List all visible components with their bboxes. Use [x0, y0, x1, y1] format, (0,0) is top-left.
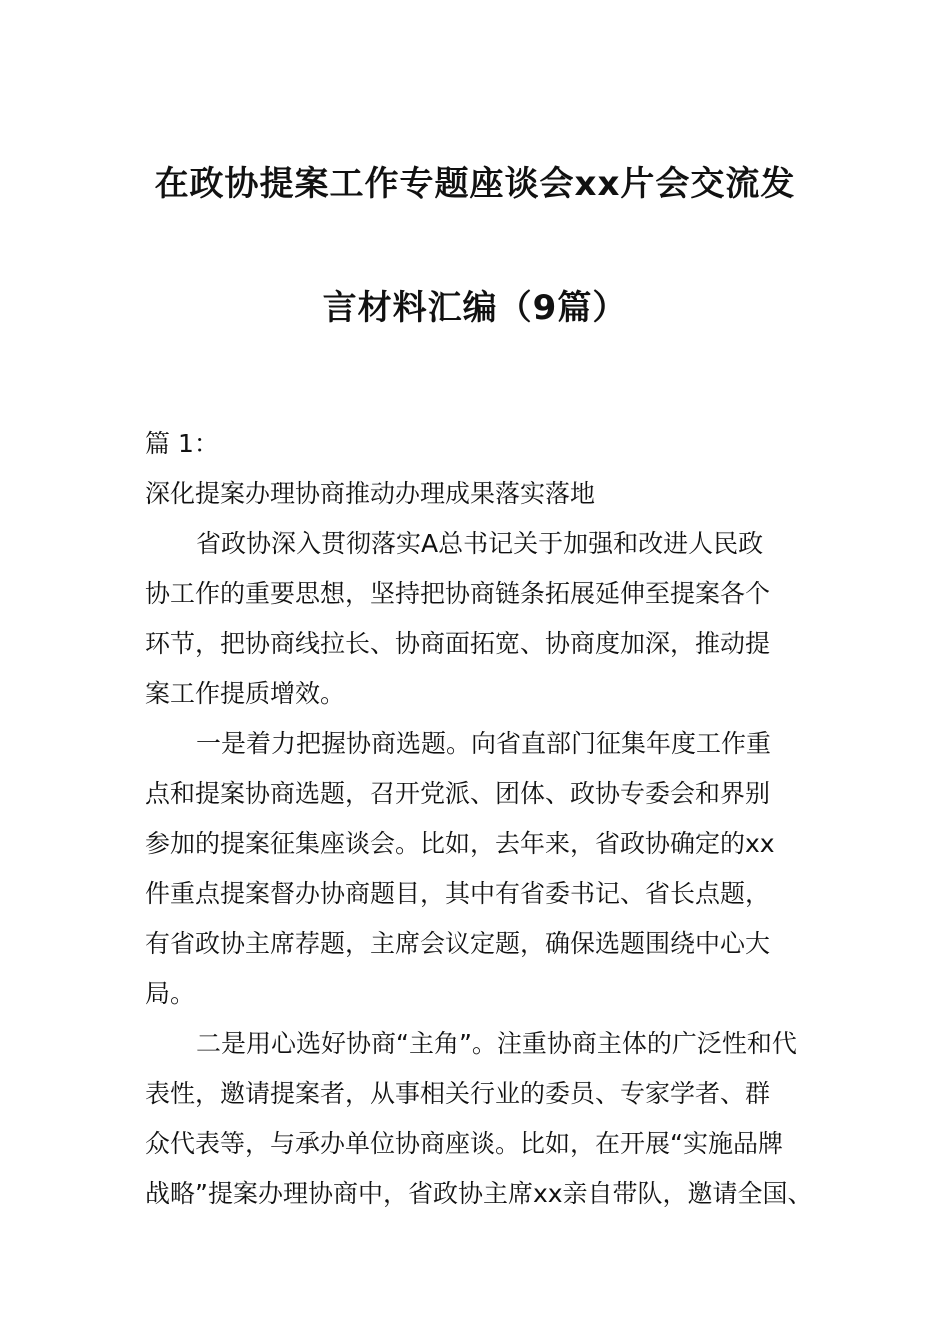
paragraph-line: 参加的提案征集座谈会。比如，去年来，省政协确定的xx [145, 829, 775, 858]
paragraph-line: 二是用心选好协商“主角”。注重协商主体的广泛性和代 [196, 1029, 797, 1058]
paragraph-line: 环节，把协商线拉长、协商面拓宽、协商度加深，推动提 [145, 629, 771, 658]
document-title-line-2: 言材料汇编（9篇） [322, 288, 628, 328]
paragraph-line: 表性，邀请提案者，从事相关行业的委员、专家学者、群 [145, 1079, 771, 1108]
paragraph-line: 局。 [145, 979, 196, 1008]
paragraph-line: 点和提案协商选题，召开党派、团体、政协专委会和界别 [145, 779, 771, 808]
paragraph-line: 件重点提案督办协商题目，其中有省委书记、省长点题， [145, 879, 771, 908]
section-label: 篇 1： [145, 429, 219, 458]
paragraph-line: 有省政协主席荐题，主席会议定题，确保选题围绕中心大 [145, 929, 771, 958]
paragraph-line: 战略”提案办理协商中，省政协主席xx亲自带队，邀请全国、 [145, 1179, 813, 1208]
paragraph-line: 协工作的重要思想，坚持把协商链条拓展延伸至提案各个 [145, 579, 771, 608]
paragraph-line: 一是着力把握协商选题。向省直部门征集年度工作重 [196, 729, 772, 758]
paragraph-line: 众代表等，与承办单位协商座谈。比如，在开展“实施品牌 [145, 1129, 783, 1158]
section-heading: 深化提案办理协商推动办理成果落实落地 [145, 479, 596, 508]
paragraph-line: 省政协深入贯彻落实A总书记关于加强和改进人民政 [196, 529, 764, 558]
document-title-line-1: 在政协提案工作专题座谈会xx片会交流发 [154, 164, 796, 204]
paragraph-line: 案工作提质增效。 [145, 679, 346, 708]
